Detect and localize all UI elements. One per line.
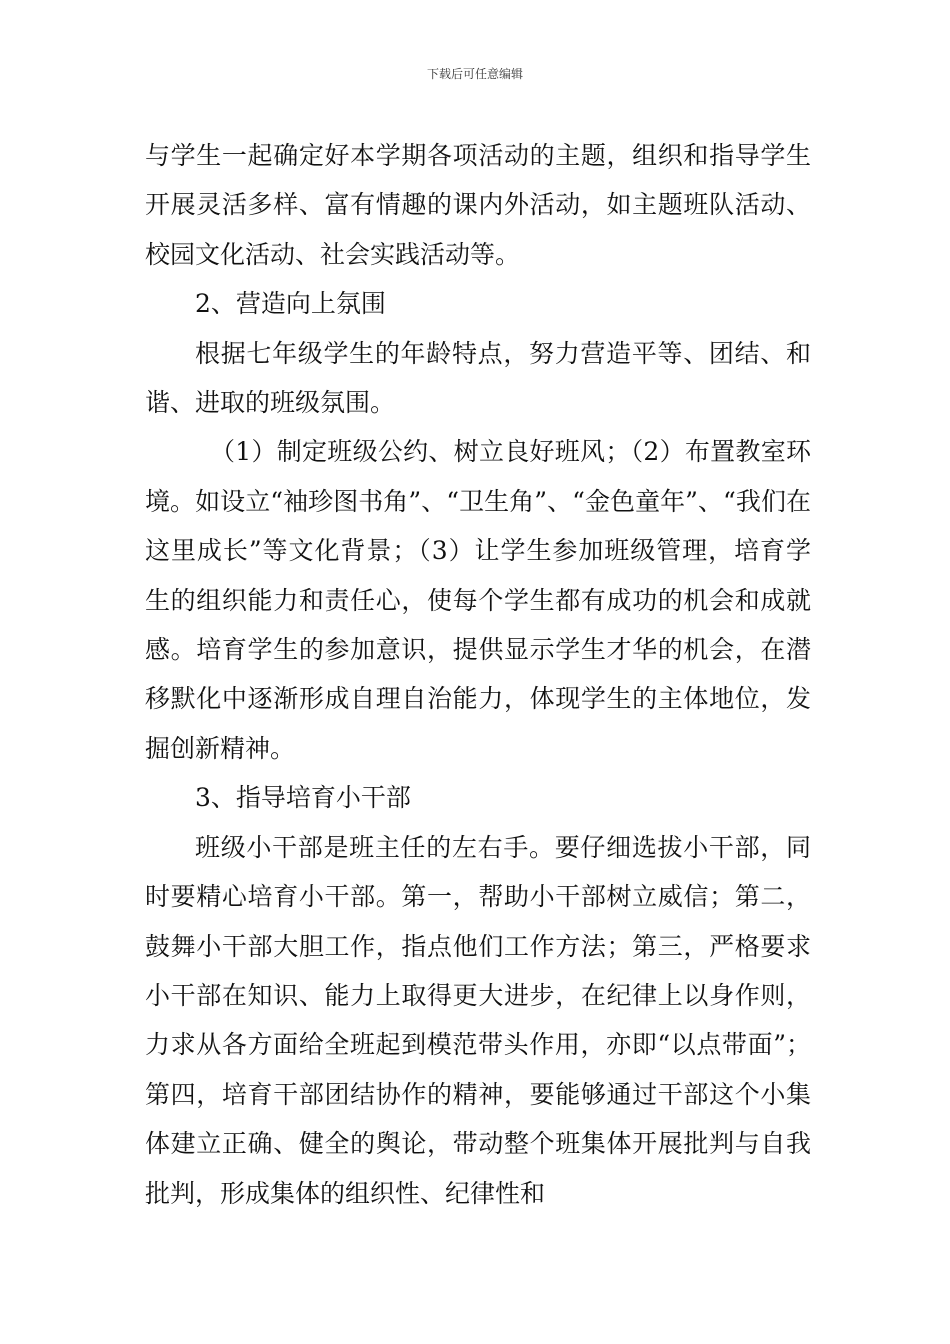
page-header: 下载后可任意编辑: [426, 67, 523, 81]
paragraph-activities: 与学生一起确定好本学期各项活动的主题，组织和指导学生开展灵活多样、富有情趣的课内外活动，如主题班队活动、校园文化活动、社会实践活动等。: [145, 141, 811, 269]
paragraph-cadres: 班级小干部是班主任的左右手。要仔细选拔小干部，同时要精心培育小干部。第一，帮助小干部树立威信；第二，鼓舞小干部大胆工作，指点他们工作方法；第三，严格要求小干部在知识、能力上取得更大进步，在纪律上以身作则，力求从各方面给全班起到模范带头作用，亦即“以点带面”；第四，培育干部团结协作的精神，要能够通过干部这个小集体建立正确、健全的舆论，带动整个班集体开展批判与自我批判，形成集体的组织性、纪律性和: [145, 832, 811, 1208]
section-heading-cadres: 3、指导培育小干部: [195, 783, 411, 813]
paragraph-class-measures: （1）制定班级公约、树立良好班风；（2）布置教室环境。如设立“袖珍图书角”、“卫生角”、“金色童年”、“我们在这里成长”等文化背景；（3）让学生参加班级管理，培育学生的组织能力和责任心，使每个学生都有成功的机会和成就感。培育学生的参加意识，提供显示学生才华的机会，在潜移默化中逐渐形成自理自治能力，体现学生的主体地位，发掘创新精神。: [145, 437, 811, 763]
document-body: [145, 131, 811, 1218]
paragraph-atmosphere: 根据七年级学生的年龄特点，努力营造平等、团结、和谐、进取的班级氛围。: [145, 338, 811, 418]
section-heading-atmosphere: 2、营造向上氛围: [195, 289, 386, 319]
